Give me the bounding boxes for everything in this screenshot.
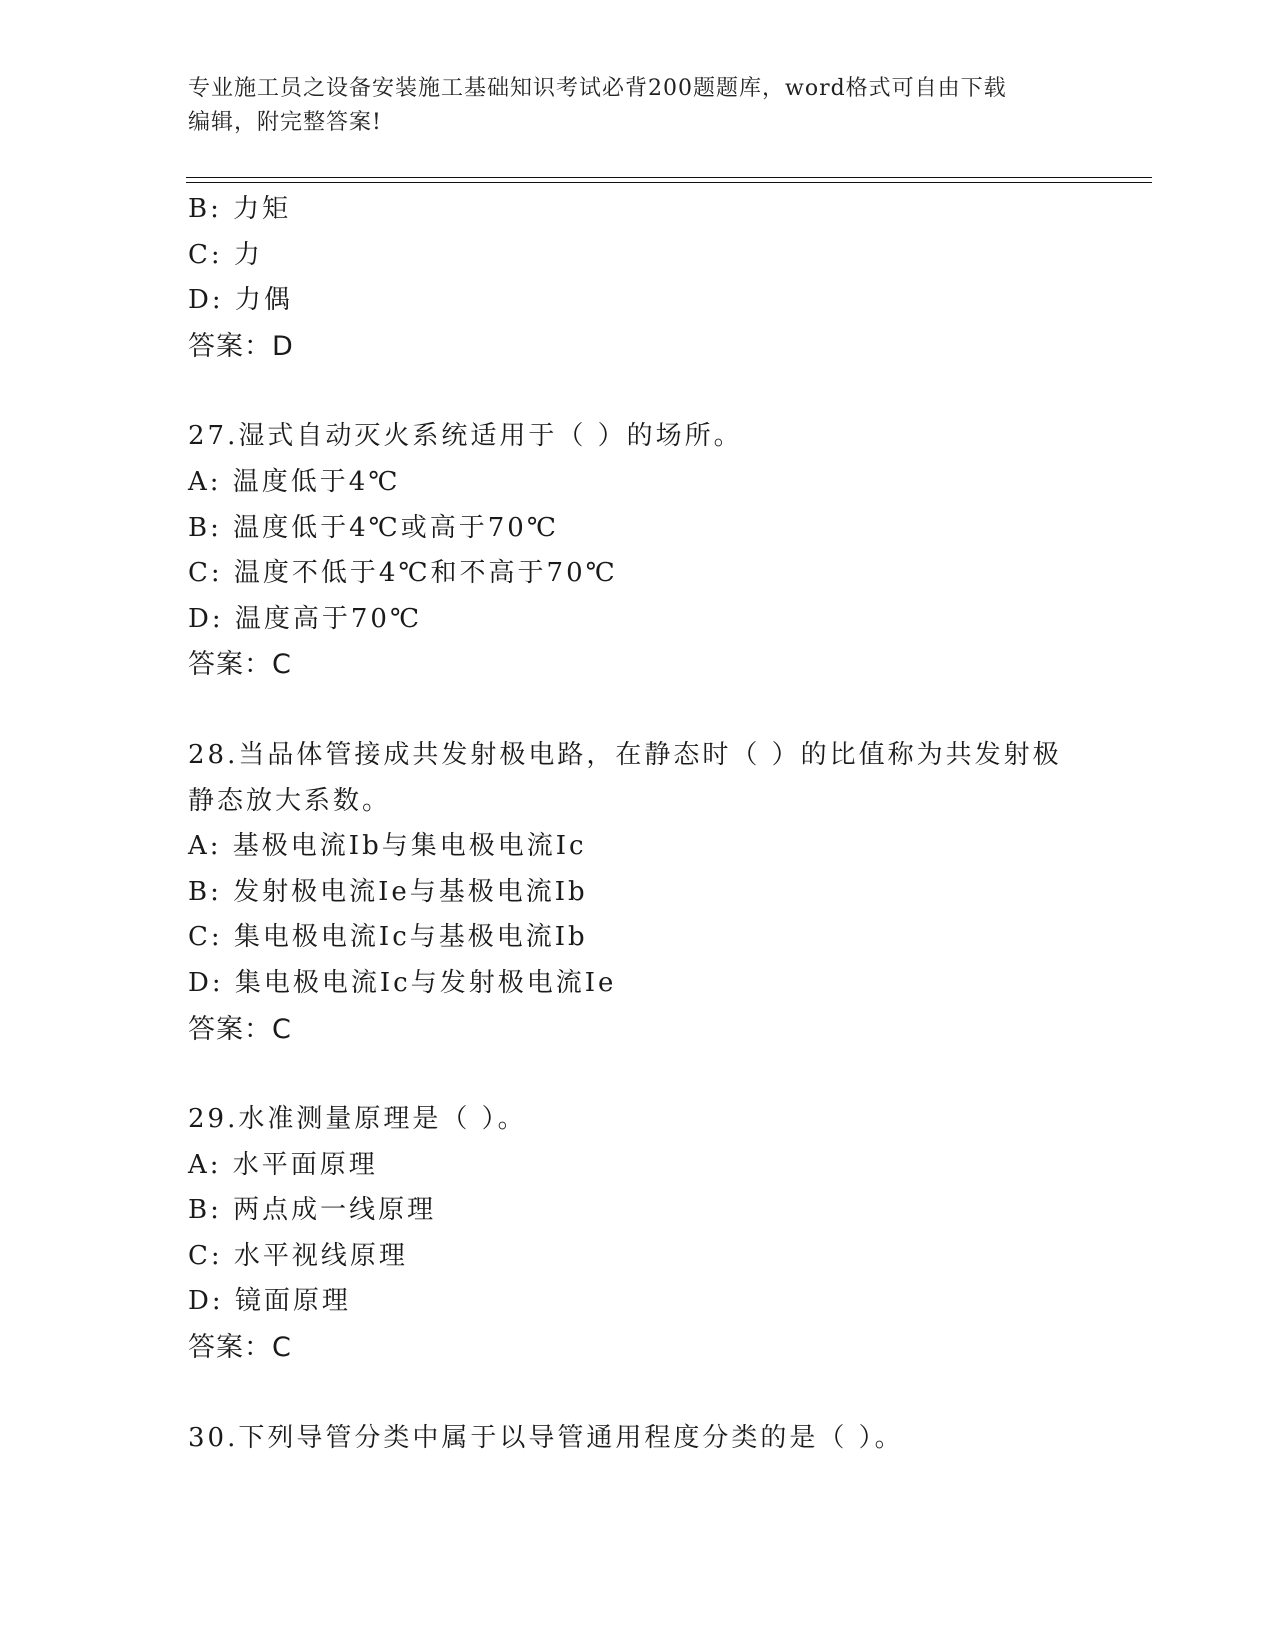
document-header — [188, 72, 1088, 140]
header-line-2: 编辑，附完整答案! — [188, 110, 382, 135]
option-c: C: 集电极电流Ic与基极电流Ib — [188, 922, 588, 953]
option-c: C: 温度不低于4℃和不高于70℃ — [188, 558, 618, 589]
question-stem: 27.湿式自动灭火系统适用于（ ）的场所。 — [188, 421, 743, 452]
option-a: A: 水平面原理 — [188, 1149, 378, 1180]
option-d: D: 集电极电流Ic与发射极电流Ie — [188, 967, 617, 998]
option-a: A: 基极电流Ib与集电极电流Ic — [188, 831, 587, 862]
option-b: B: 力矩 — [188, 194, 292, 224]
question-content — [188, 187, 1148, 1461]
answer-line: 答案：C — [188, 1013, 292, 1045]
option-b: B: 温度低于4℃或高于70℃ — [188, 512, 559, 543]
header-divider-bottom — [186, 182, 1152, 183]
question-stem: 29.水准测量原理是（ ）。 — [188, 1104, 527, 1135]
answer-line: 答案：D — [188, 330, 294, 362]
answer-line: 答案：C — [188, 1332, 292, 1364]
question-28 — [188, 733, 1148, 1052]
option-c: C: 水平视线原理 — [188, 1240, 408, 1271]
option-b: B: 发射极电流Ie与基极电流Ib — [188, 876, 588, 907]
question-stem-continued: 静态放大系数。 — [188, 785, 392, 816]
header-line-1: 专业施工员之设备安装施工基础知识考试必背200题题库，word格式可自由下载 — [188, 76, 1007, 101]
option-b: B: 两点成一线原理 — [188, 1195, 437, 1226]
option-d: D: 力偶 — [188, 285, 293, 316]
partial-question — [188, 187, 1148, 369]
option-a: A: 温度低于4℃ — [188, 466, 401, 497]
question-stem: 30.下列导管分类中属于以导管通用程度分类的是（ ）。 — [188, 1422, 904, 1453]
answer-line: 答案：C — [188, 649, 292, 681]
header-divider-top — [186, 177, 1152, 178]
option-d: D: 镜面原理 — [188, 1286, 351, 1317]
option-c: C: 力 — [188, 239, 263, 270]
question-27 — [188, 414, 1148, 688]
question-29 — [188, 1097, 1148, 1371]
option-d: D: 温度高于70℃ — [188, 603, 423, 634]
question-stem: 28.当品体管接成共发射极电路，在静态时（ ）的比值称为共发射极 — [188, 739, 1062, 770]
question-30 — [188, 1416, 1148, 1462]
